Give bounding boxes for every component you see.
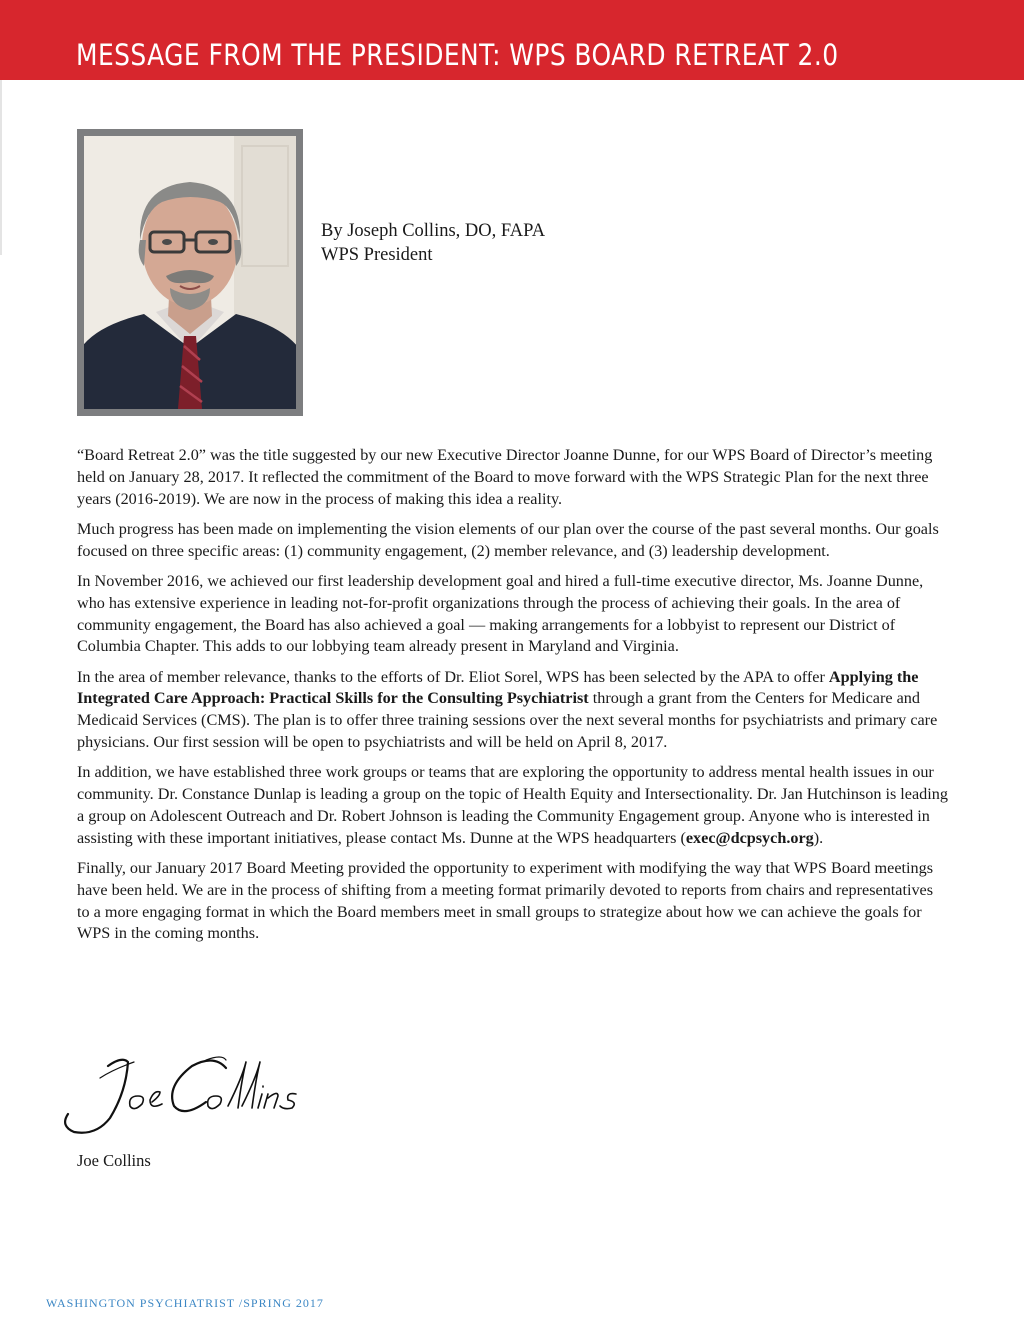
signer-name: Joe Collins	[77, 1151, 151, 1170]
paragraph-text: In addition, we have established three work groups or teams that are exploring the opportunity to address mental health issues in our community. Dr. Constance Dunlap is leading a group on the topic of Health Equity and Intersectionality. Dr. Jan Hutchinson is leading a group on Adolescent Outreach and Dr. Robert Johnson is leading the Community Engagement group. Anyone who is interested in assisting with these important initiatives, please contact Ms. Dunne at the WPS headquarters (	[77, 763, 948, 847]
article-paragraph: Much progress has been made on implementing the vision elements of our plan over the course of the past several months. Our goals focused on three specific areas: (1) community engagement, (2) member relevance, and (3) leadership development.	[77, 519, 939, 560]
page-edge-divider	[0, 80, 2, 255]
article-paragraph: In November 2016, we achieved our first leadership development goal and hired a full-time executive director, Ms. Joanne Dunne, who has extensive experience in leading not-for-profit organizations through the process of achieving their goals. In the area of community engagement, the Board has also achieved a goal — making arrangements for a lobbyist to represent our District of Columbia Chapter. This adds to our lobbying team already present in Maryland and Virginia.	[77, 571, 924, 656]
author-photo	[84, 136, 296, 409]
paragraph-text: ).	[813, 828, 824, 847]
handwritten-signature	[56, 1048, 316, 1136]
byline	[321, 219, 545, 267]
author-name: By Joseph Collins, DO, FAPA	[321, 221, 546, 241]
author-role: WPS President	[321, 245, 433, 265]
article-paragraph	[77, 667, 949, 754]
header-banner	[0, 0, 1024, 80]
footer-publication: WASHINGTON PSYCHIATRIST /SPRING 2017	[46, 1296, 324, 1310]
article-paragraph: Finally, our January 2017 Board Meeting provided the opportunity to experiment with modifying the way that WPS Board meetings have been held. We are in the process of shifting from a meeting format primarily devoted to reports from chairs and representatives to a more engaging format in which the Board members meet in small groups to strategize about how we can achieve the goals for WPS in the coming months.	[77, 859, 934, 943]
article-paragraph	[77, 762, 949, 849]
program-title: Applying the Integrated Care Approach: Practical Skills for the Consulting Psychiatrist	[77, 667, 919, 708]
paragraph-text: through a grant from the Centers for Medicare and Medicaid Services (CMS). The plan is to offer three training sessions over the next several months for psychiatrists and primary care physicians. Our first session will be open to psychiatrists and will be held on April 8, 2017.	[77, 689, 938, 752]
article-body	[77, 445, 949, 954]
paragraph-text: In the area of member relevance, thanks to the efforts of Dr. Eliot Sorel, WPS has been selected by the APA to offer	[77, 667, 829, 686]
page-title: MESSAGE FROM THE PRESIDENT: WPS BOARD RETREAT 2.0	[76, 38, 839, 72]
article-paragraph: “Board Retreat 2.0” was the title suggested by our new Executive Director Joanne Dunne, for our WPS Board of Director’s meeting held on January 28, 2017. It reflected the commitment of the Board to move forward with the WPS Strategic Plan for the next three years (2016-2019). We are now in the process of making this idea a reality.	[77, 446, 933, 508]
contact-email: exec@dcpsych.org	[685, 828, 814, 847]
author-photo-frame	[77, 129, 303, 416]
